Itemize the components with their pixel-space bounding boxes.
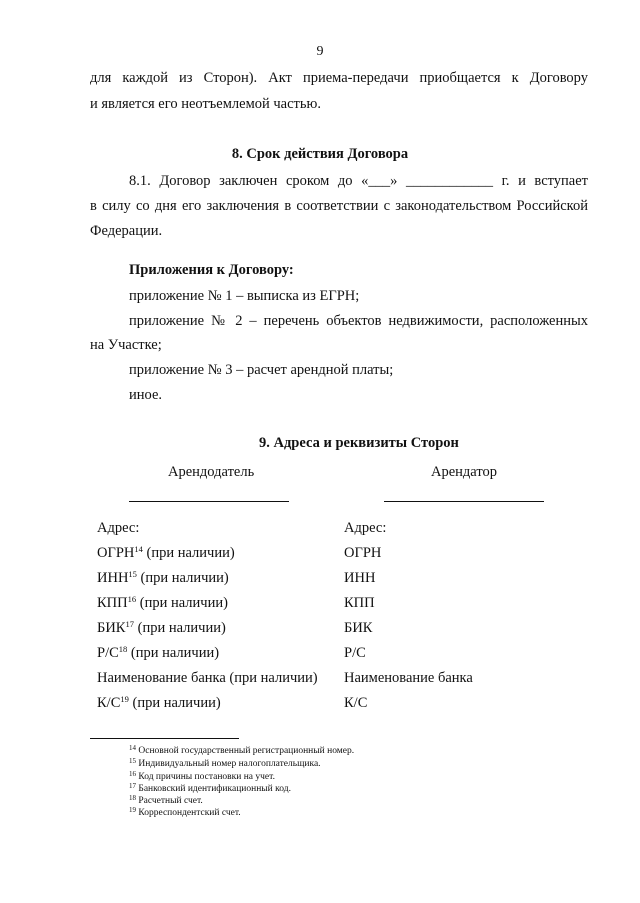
appendices-heading: Приложения к Договору: (129, 262, 294, 278)
tenant-ks: К/С (344, 695, 368, 711)
section-8-heading: 8. Срок действия Договора (231, 146, 409, 162)
footnote-15: $^{15}$ Индивидуальный номер налогоплательщика. (129, 757, 321, 769)
footnote-ref-15[interactable]: 15 (128, 569, 137, 579)
landlord-ogrn: ОГРН$^{14}$ (при наличии) (97, 544, 235, 561)
footnote-16: $^{16}$ Код причины постановки на учет. (129, 770, 275, 782)
appendix-item-2-line-1: приложение № 2 – перечень объектов недвижимости, расположенных (129, 313, 588, 329)
footnote-17: $^{17}$ Банковский идентификационный код. (129, 782, 291, 794)
landlord-signature-line (129, 501, 289, 502)
tenant-rs: Р/С (344, 645, 366, 661)
section-9-heading: 9. Адреса и реквизиты Сторон (259, 435, 459, 451)
footnote-18: $^{18}$ Расчетный счет. (129, 794, 203, 806)
tenant-address: Адрес: (344, 520, 387, 536)
intro-line-2: и является его неотъемлемой частью. (90, 96, 321, 112)
landlord-kpp: КПП$^{16}$ (при наличии) (97, 594, 228, 611)
appendix-item-3: приложение № 3 – расчет арендной платы; (129, 362, 394, 378)
tenant-title: Арендатор (431, 464, 498, 480)
tenant-kpp: КПП (344, 595, 375, 611)
section-8-clause-line-3: Федерации. (90, 223, 163, 239)
tenant-bik: БИК (344, 620, 373, 636)
tenant-bank: Наименование банка (344, 670, 473, 686)
footnote-ref-18[interactable]: 18 (118, 644, 128, 654)
page-number: 9 (316, 44, 324, 59)
landlord-bik: БИК$^{17}$ (при наличии) (97, 619, 226, 636)
appendix-item-4: иное. (129, 387, 163, 403)
footnote-ref-19[interactable]: 19 (120, 694, 129, 704)
landlord-ks: $К/С^{19}$ (при наличии) (97, 694, 221, 711)
footnote-ref-14[interactable]: 14 (134, 544, 143, 554)
section-8-clause-line-2: в силу со дня его заключения в соответствии с законодательством Российской (90, 198, 588, 214)
landlord-rs: $Р/С^{18}$ (при наличии) (97, 644, 220, 661)
footnote-19: $^{19}$ Корреспондентский счет. (129, 806, 241, 818)
intro-line-1: для каждой из Сторон). Акт приема-передачи приобщается к Договору (90, 70, 588, 86)
appendix-item-2-line-2: на Участке; (90, 337, 162, 353)
landlord-inn: ИНН$^{15}$ (при наличии) (97, 569, 229, 586)
tenant-signature-line (384, 501, 544, 502)
section-8-clause-line-1: 8.1. Договор заключен сроком до «___» ____________ г. и вступает (129, 173, 588, 189)
footnote-separator (90, 738, 239, 739)
appendix-item-1: приложение № 1 – выписка из ЕГРН; (129, 288, 360, 304)
footnote-ref-17[interactable]: 17 (125, 619, 134, 629)
landlord-title: Арендодатель (168, 464, 255, 480)
tenant-inn: ИНН (344, 570, 376, 586)
landlord-bank: Наименование банка (при наличии) (97, 670, 318, 686)
tenant-ogrn: ОГРН (344, 545, 382, 561)
footnote-14: $^{14}$ Основной государственный регистрационный номер. (129, 744, 355, 756)
footnote-ref-16[interactable]: 16 (127, 594, 137, 604)
landlord-address: Адрес: (97, 520, 140, 536)
